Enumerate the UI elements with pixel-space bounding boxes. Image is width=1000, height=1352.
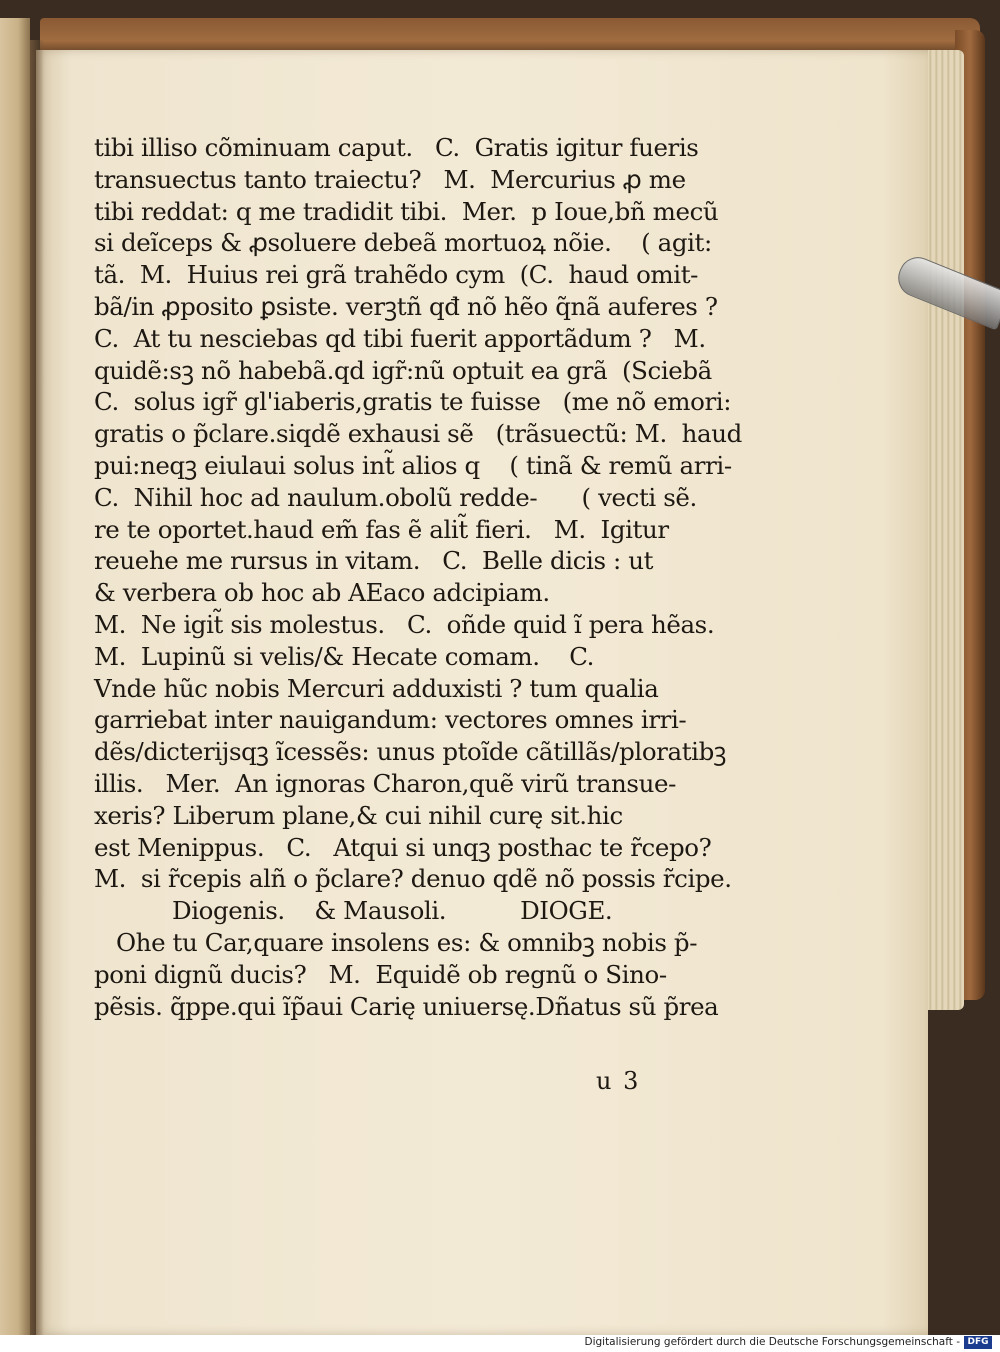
gutter-shadow [30, 40, 44, 1335]
text-line: pẽsis. q̃ppe.qui ĩp̃aui Carię uniuersę.Dñatus sũ p̃rea [94, 991, 719, 1021]
text-line: tã. M. Huius rei grã trahẽdo cym (C. haud omit- [94, 260, 699, 290]
text-line: Ohe tu Car,quare insolens es: & omnibꝫ nobis p̃- [116, 927, 698, 957]
text-line: tibi illiso cõminuam caput. C. Gratis igitur fueris [94, 133, 699, 162]
text-line: transuectus tanto traiectu? M. Mercurius ꝓ me [94, 164, 686, 194]
text-line: poni dignũ ducis? M. Equidẽ ob regnũ o Sino- [94, 959, 667, 989]
text-line: C. Nihil hoc ad naulum.obolũ redde- ( vecti sẽ. [94, 482, 697, 512]
dialogue-heading: Diogenis. & Mausoli. DIOGE. [172, 896, 613, 926]
dfg-logo: DFG [964, 1336, 992, 1349]
text-line: C. solus igr̃ gl'iaberis,gratis te fuisse (me nõ emori: [94, 387, 732, 417]
text-line: C. At tu nesciebas qd tibi fuerit apportãdum ? M. [94, 323, 706, 353]
text-line: est Menippus. C. Atqui si unqꝫ posthac te r̃cepo? [94, 832, 712, 862]
text-line: reuehe me rursus in vitam. C. Belle dicis : ut [94, 546, 654, 576]
text-line: M. si r̃cepis alñ o p̃clare? denuo qdẽ nõ possis r̃cipe. [94, 864, 732, 894]
text-line: illis. Mer. An ignoras Charon,quẽ virũ transue- [94, 768, 676, 798]
text-line: si deĩceps & ꝓsoluere debeã mortuoꝝ nõie. ( agit: [94, 228, 712, 258]
footer-bar [0, 1335, 1000, 1352]
text-line: dẽs/dicterijsqꝫ ĩcessẽs: unus ptoĩde cãtillãs/ploratibꝫ [94, 737, 726, 767]
text-line: re te oportet.haud em̃ fas ẽ alit̃ fieri. M. Igitur [94, 514, 669, 544]
funding-credit: Digitalisierung gefördert durch die Deutsche Forschungsgemeinschaft - [584, 1336, 960, 1348]
text-line: tibi reddat: q me tradidit tibi. Mer. p Ioue,bñ mecũ [94, 196, 719, 226]
left-board-edge [0, 18, 30, 1335]
page-text [94, 132, 742, 1022]
signature-mark: u 3 [596, 1067, 641, 1095]
text-line: & verbera ob hoc ab AEaco adcipiam. [94, 578, 550, 608]
text-line: garriebat inter nauigandum: vectores omnes irri- [94, 705, 687, 735]
text-line: M. Lupinũ si velis/& Hecate comam. C. [94, 641, 595, 671]
text-line: M. Ne igit̃ sis molestus. C. oñde quid ĩ pera hẽas. [94, 609, 715, 639]
text-line: gratis o p̃clare.siqdẽ exhausi sẽ (trãsuectũ: M. haud [94, 419, 742, 449]
text-line: xeris? Liberum plane,& cui nihil curę sit.hic [94, 800, 623, 830]
text-line: bã/in ꝓposito ꝑsiste. verꝫtñ qđ nõ hẽo q̃nã auferes ? [94, 291, 718, 321]
text-line: pui:neqꝫ eiulaui solus int̃ alios q ( tinã & remũ arri- [94, 450, 732, 480]
text-line: Vnde hũc nobis Mercuri adduxisti ? tum qualia [94, 673, 659, 703]
text-line: quidẽ:sꝫ nõ habebã.qd igr̃:nũ optuit ea grã (Sciebã [94, 355, 712, 385]
